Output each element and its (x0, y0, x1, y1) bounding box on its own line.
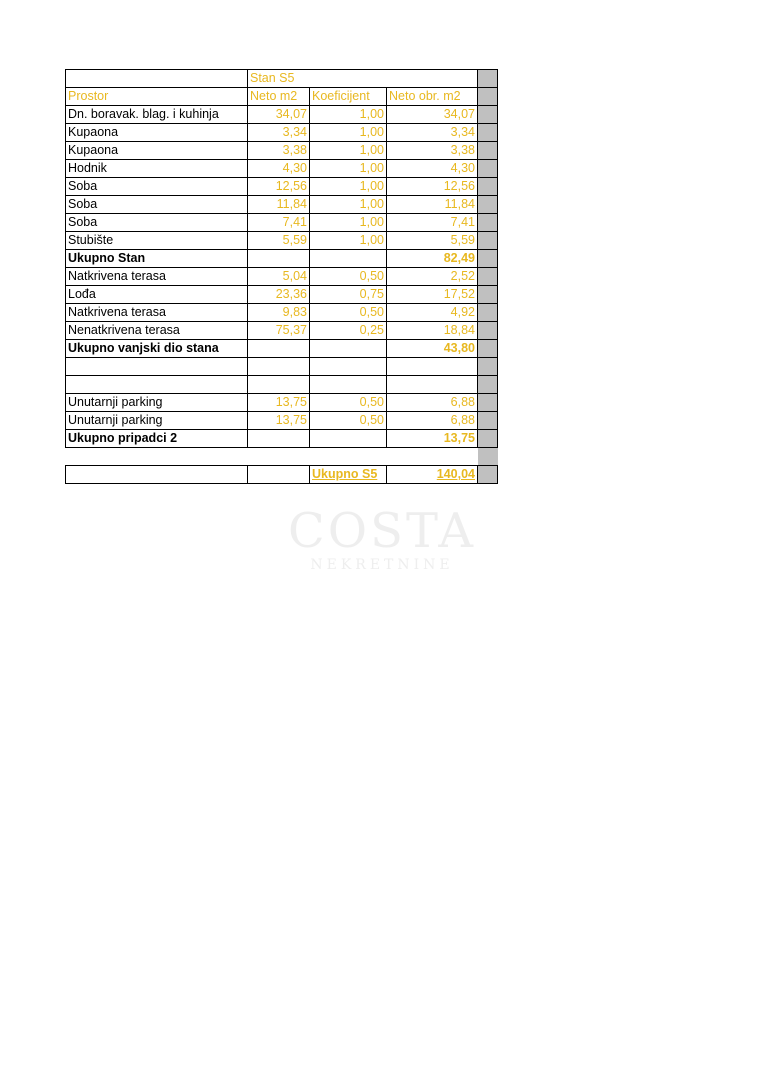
total-value: 43,80 (387, 340, 478, 358)
grand-total-row (66, 466, 498, 484)
neto-value: 4,30 (248, 160, 310, 178)
room-name: Kupaona (66, 142, 248, 160)
header-neto: Neto m2 (248, 88, 310, 106)
neto-value: 3,34 (248, 124, 310, 142)
total-label: Ukupno vanjski dio stana (66, 340, 248, 358)
neto-value: 13,75 (248, 412, 310, 430)
grey-cell (478, 412, 498, 430)
koef-value: 0,25 (310, 322, 387, 340)
neto-value: 34,07 (248, 106, 310, 124)
cell (310, 250, 387, 268)
table-row (66, 160, 498, 178)
cell (387, 358, 478, 376)
table-row (66, 124, 498, 142)
koef-value: 1,00 (310, 214, 387, 232)
table-row (66, 196, 498, 214)
table-row (66, 322, 498, 340)
room-name: Unutarnji parking (66, 412, 248, 430)
watermark-logo: COSTA (287, 503, 476, 559)
table-row (66, 214, 498, 232)
table-row (66, 142, 498, 160)
table-row (66, 178, 498, 196)
koef-value: 0,50 (310, 412, 387, 430)
neto-value: 12,56 (248, 178, 310, 196)
obr-value: 6,88 (387, 394, 478, 412)
grey-cell (478, 214, 498, 232)
table-row (66, 394, 498, 412)
koef-value: 0,50 (310, 304, 387, 322)
grey-cell (478, 250, 498, 268)
neto-value: 5,59 (248, 232, 310, 250)
neto-value: 3,38 (248, 142, 310, 160)
cell (310, 376, 387, 394)
room-name: Natkrivena terasa (66, 268, 248, 286)
cell (248, 376, 310, 394)
watermark-sub: NEKRETNINE (310, 557, 454, 573)
room-name: Soba (66, 178, 248, 196)
cell (66, 448, 248, 466)
grey-cell (478, 124, 498, 142)
empty-row (66, 376, 498, 394)
cell (310, 340, 387, 358)
grey-cell (478, 142, 498, 160)
room-name: Lođa (66, 286, 248, 304)
grand-total-label: Ukupno S5 (310, 466, 387, 484)
grey-cell (478, 466, 498, 484)
grey-cell (478, 376, 498, 394)
neto-value: 23,36 (248, 286, 310, 304)
cell (66, 70, 248, 88)
total-stan-row (66, 250, 498, 268)
koef-value: 0,50 (310, 268, 387, 286)
spacer-row (66, 448, 498, 466)
table-row (66, 412, 498, 430)
header-prostor: Prostor (66, 88, 248, 106)
area-table (65, 69, 498, 484)
total-value: 82,49 (387, 250, 478, 268)
neto-value: 13,75 (248, 394, 310, 412)
grey-cell (478, 448, 498, 466)
koef-value: 1,00 (310, 196, 387, 214)
table-row (66, 106, 498, 124)
obr-value: 3,34 (387, 124, 478, 142)
obr-value: 5,59 (387, 232, 478, 250)
table-row (66, 268, 498, 286)
grey-cell (478, 106, 498, 124)
table-title: Stan S5 (248, 70, 478, 88)
room-name: Hodnik (66, 160, 248, 178)
cell (248, 430, 310, 448)
cell (248, 250, 310, 268)
header-obr: Neto obr. m2 (387, 88, 478, 106)
obr-value: 4,92 (387, 304, 478, 322)
neto-value: 9,83 (248, 304, 310, 322)
total-value: 13,75 (387, 430, 478, 448)
total-parking-row (66, 430, 498, 448)
cell (310, 448, 387, 466)
grey-cell (478, 232, 498, 250)
room-name: Soba (66, 196, 248, 214)
neto-value: 11,84 (248, 196, 310, 214)
neto-value: 7,41 (248, 214, 310, 232)
neto-value: 5,04 (248, 268, 310, 286)
grey-cell (478, 340, 498, 358)
grey-cell (478, 196, 498, 214)
table-row (66, 286, 498, 304)
total-label: Ukupno pripadci 2 (66, 430, 248, 448)
grey-cell (478, 430, 498, 448)
koef-value: 1,00 (310, 142, 387, 160)
room-name: Nenatkrivena terasa (66, 322, 248, 340)
obr-value: 17,52 (387, 286, 478, 304)
cell (66, 466, 248, 484)
cell (248, 358, 310, 376)
obr-value: 18,84 (387, 322, 478, 340)
obr-value: 34,07 (387, 106, 478, 124)
koef-value: 1,00 (310, 178, 387, 196)
grey-cell (478, 160, 498, 178)
koef-value: 1,00 (310, 124, 387, 142)
total-outdoor-row (66, 340, 498, 358)
room-name: Stubište (66, 232, 248, 250)
obr-value: 7,41 (387, 214, 478, 232)
koef-value: 0,50 (310, 394, 387, 412)
grey-cell (478, 178, 498, 196)
obr-value: 12,56 (387, 178, 478, 196)
cell (66, 376, 248, 394)
room-name: Kupaona (66, 124, 248, 142)
room-name: Soba (66, 214, 248, 232)
room-name: Dn. boravak. blag. i kuhinja (66, 106, 248, 124)
cell (66, 358, 248, 376)
table-row (66, 304, 498, 322)
grey-cell (478, 304, 498, 322)
table-row (66, 232, 498, 250)
obr-value: 4,30 (387, 160, 478, 178)
obr-value: 6,88 (387, 412, 478, 430)
costa-watermark (282, 505, 482, 573)
empty-row (66, 358, 498, 376)
cell (310, 430, 387, 448)
cell (248, 466, 310, 484)
grey-cell (478, 88, 498, 106)
area-table-body (66, 70, 498, 484)
title-row (66, 70, 498, 88)
grey-cell (478, 322, 498, 340)
obr-value: 2,52 (387, 268, 478, 286)
grey-cell (478, 286, 498, 304)
header-row (66, 88, 498, 106)
grey-cell (478, 70, 498, 88)
koef-value: 1,00 (310, 160, 387, 178)
koef-value: 1,00 (310, 232, 387, 250)
koef-value: 0,75 (310, 286, 387, 304)
neto-value: 75,37 (248, 322, 310, 340)
cell (387, 376, 478, 394)
grey-cell (478, 268, 498, 286)
room-name: Natkrivena terasa (66, 304, 248, 322)
grand-total-value: 140,04 (387, 466, 478, 484)
obr-value: 3,38 (387, 142, 478, 160)
grey-cell (478, 358, 498, 376)
cell (387, 448, 478, 466)
obr-value: 11,84 (387, 196, 478, 214)
room-name: Unutarnji parking (66, 394, 248, 412)
header-koef: Koeficijent (310, 88, 387, 106)
total-label: Ukupno Stan (66, 250, 248, 268)
cell (248, 340, 310, 358)
koef-value: 1,00 (310, 106, 387, 124)
cell (248, 448, 310, 466)
cell (310, 358, 387, 376)
grey-cell (478, 394, 498, 412)
